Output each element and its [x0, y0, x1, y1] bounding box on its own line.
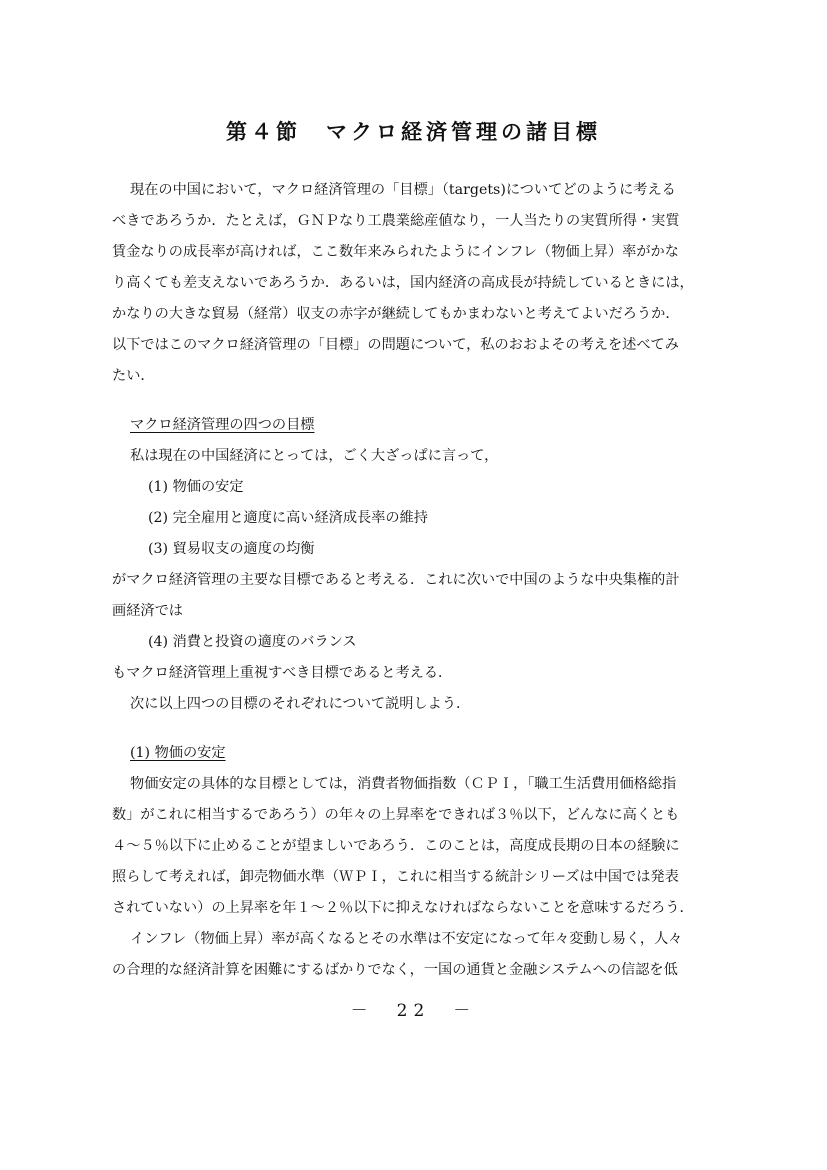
body-line: 次に以上四つの目標のそれぞれについて説明しよう．	[130, 696, 471, 712]
goal-item: (3) 貿易収支の適度の均衡	[148, 541, 315, 557]
intro-line: べきであろうか．たとえば，ＧＮＰなり工農業総産値なり，一人当たりの実質所得・実質	[112, 213, 680, 229]
goal-item: (1) 物価の安定	[148, 479, 244, 495]
intro-line: たい．	[112, 368, 155, 384]
intro-line: 賃金なりの成長率が高ければ，ここ数年来みられたようにインフレ（物価上昇）率がかな	[112, 244, 679, 260]
body-line: 物価安定の具体的な目標としては，消費者物価指数（ＣＰＩ，「職工生活費用価格総指	[130, 776, 677, 792]
body-line: ４～５％以下に止めることが望ましいであろう．このことは，高度成長期の日本の経験に	[112, 838, 680, 854]
section-heading: (1) 物価の安定	[130, 745, 226, 761]
body-line: の合理的な経済計算を困難にするばかりでなく，一国の通貨と金融システムへの信認を低	[112, 962, 678, 978]
section-title: 第４節 マクロ経済管理の諸目標	[226, 119, 601, 144]
body-line: 数」がこれに相当するであろう）の年々の上昇率をできれば３％以下，どんなに高くとも	[112, 807, 680, 823]
goal-item: (4) 消費と投資の適度のバランス	[148, 634, 357, 650]
goal-item: (2) 完全雇用と適度に高い経済成長率の維持	[148, 510, 428, 526]
body-line: 画経済では	[112, 603, 183, 619]
body-line: 照らして考えれば，卸売物価水準（ＷＰＩ，これに相当する統計シリーズは中国では発表	[112, 869, 679, 885]
body-line: もマクロ経済管理上重視すべき目標であると考える．	[112, 665, 453, 681]
intro-line: り高くても差支えないであろうか．あるいは，国内経済の高成長が持続しているときには，	[112, 275, 694, 291]
intro-line: かなりの大きな貿易（経常）収支の赤字が継続してもかまわないと考えてよいだろうか．	[112, 306, 680, 322]
body-line: インフレ（物価上昇）率が高くなるとその水準は不安定になって年々変動し易く，人々	[130, 931, 683, 947]
body-line: がマクロ経済管理の主要な目標であると考える．これに次いで中国のような中央集権的計	[112, 572, 680, 588]
page-number: － 22 －	[350, 1001, 477, 1021]
section-heading: マクロ経済管理の四つの目標	[130, 417, 315, 433]
body-line: されていない）の上昇率を年１～２％以下に抑えなければならないことを意味するだろう．	[112, 900, 694, 916]
body-line: 私は現在の中国経済にとっては，ごく大ざっぱに言って，	[130, 448, 499, 464]
intro-line: 以下ではこのマクロ経済管理の「目標」の問題について，私のおおよその考えを述べてみ	[112, 337, 679, 353]
intro-line: 現在の中国において，マクロ経済管理の「目標」（targets)についてどのように考える	[130, 182, 676, 198]
